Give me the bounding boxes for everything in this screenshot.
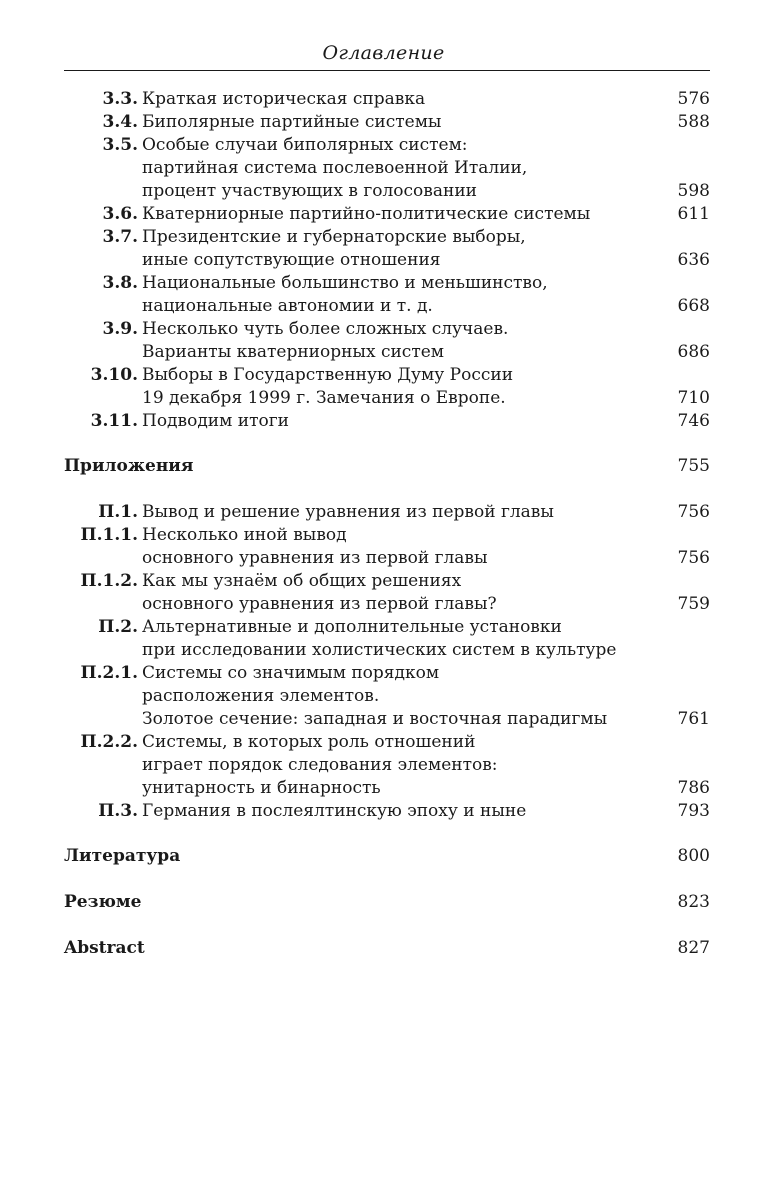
entry-number: 3.10. <box>90 365 138 385</box>
entry-title <box>142 364 656 410</box>
toc-entry[interactable] <box>64 88 710 111</box>
spacer <box>64 823 710 845</box>
entry-title <box>142 134 656 203</box>
entry-title-line: Несколько чуть более сложных случаев. <box>142 319 509 339</box>
toc-entry[interactable] <box>64 731 710 800</box>
entry-title <box>142 570 656 616</box>
spacer <box>64 868 710 891</box>
entry-title-line: Особые случаи биполярных систем: <box>142 135 468 155</box>
spacer <box>64 433 710 455</box>
section-abstract[interactable] <box>64 937 710 960</box>
table-of-contents <box>64 88 710 960</box>
section-title: Литература <box>64 846 181 866</box>
toc-entry[interactable] <box>64 226 710 272</box>
entry-number: 3.11. <box>90 411 138 431</box>
page-number: 756 <box>677 548 710 568</box>
toc-entry[interactable] <box>64 524 710 570</box>
toc-entry[interactable] <box>64 501 710 524</box>
entry-number: П.3. <box>98 801 138 821</box>
entry-title-line: Системы, в которых роль отношений <box>142 732 476 752</box>
section-title: Резюме <box>64 892 142 912</box>
page-number: 576 <box>677 89 710 109</box>
entry-title <box>142 800 656 823</box>
page-number: 755 <box>677 456 710 476</box>
section-resume[interactable] <box>64 891 710 914</box>
toc-entry[interactable] <box>64 616 710 662</box>
entry-title <box>142 226 656 272</box>
section-appendix[interactable] <box>64 455 710 478</box>
entry-title <box>142 111 656 134</box>
page-number: 598 <box>677 181 710 201</box>
entry-number: 3.7. <box>102 227 138 247</box>
entry-title <box>142 731 656 800</box>
spacer <box>64 478 710 501</box>
page-number: 686 <box>677 342 710 362</box>
header-rule <box>64 70 710 71</box>
toc-entry[interactable] <box>64 272 710 318</box>
entry-number: 3.6. <box>102 204 138 224</box>
entry-title-line: основного уравнения из первой главы <box>142 548 488 568</box>
page-number: 611 <box>677 204 710 224</box>
entry-title-line: Краткая историческая справка <box>142 89 426 109</box>
entry-title <box>142 662 656 731</box>
entry-title <box>142 318 656 364</box>
entry-number: П.1.1. <box>80 525 138 545</box>
entry-number: П.2.1. <box>80 663 138 683</box>
entry-title-line: Как мы узнаём об общих решениях <box>142 571 462 591</box>
section-title: Приложения <box>64 456 194 476</box>
entry-title-line: иные сопутствующие отношения <box>142 250 441 270</box>
toc-entry[interactable] <box>64 662 710 731</box>
page-number: 759 <box>677 594 710 614</box>
entry-number: П.1.2. <box>80 571 138 591</box>
entry-number: 3.3. <box>102 89 138 109</box>
entry-title-line: Варианты кватерниорных систем <box>142 342 445 362</box>
spacer <box>64 914 710 937</box>
toc-entry[interactable] <box>64 410 710 433</box>
entry-title-line: Кватерниорные партийно-политические системы <box>142 204 591 224</box>
entry-title <box>142 524 656 570</box>
page-number: 800 <box>677 846 710 866</box>
entry-title-line: 19 декабря 1999 г. Замечания о Европе. <box>142 388 506 408</box>
entry-title-line: национальные автономии и т. д. <box>142 296 433 316</box>
page-number: 636 <box>677 250 710 270</box>
toc-entry[interactable] <box>64 800 710 823</box>
entry-title <box>142 272 656 318</box>
section-literature[interactable] <box>64 845 710 868</box>
entry-number: 3.9. <box>102 319 138 339</box>
entry-title-line: унитарность и бинарность <box>142 778 381 798</box>
entry-title <box>142 203 656 226</box>
entry-number: 3.8. <box>102 273 138 293</box>
chapter-3-entries <box>64 88 710 433</box>
appendix-entries <box>64 501 710 823</box>
entry-title-line: Биполярные партийные системы <box>142 112 442 132</box>
section-title: Abstract <box>64 938 145 958</box>
page-number: 793 <box>677 801 710 821</box>
page-number: 823 <box>677 892 710 912</box>
toc-entry[interactable] <box>64 203 710 226</box>
entry-title-line: партийная система послевоенной Италии, <box>142 158 528 178</box>
entry-number: П.2.2. <box>80 732 138 752</box>
entry-title-line: Германия в послеялтинскую эпоху и ныне <box>142 801 527 821</box>
entry-title <box>142 88 656 111</box>
entry-title-line: основного уравнения из первой главы? <box>142 594 497 614</box>
page-number: 746 <box>677 411 710 431</box>
entry-number: П.2. <box>98 617 138 637</box>
entry-title <box>142 410 656 433</box>
entry-title-line: Президентские и губернаторские выборы, <box>142 227 526 247</box>
entry-title-line: Несколько иной вывод <box>142 525 347 545</box>
toc-entry[interactable] <box>64 364 710 410</box>
page-number: 786 <box>677 778 710 798</box>
entry-title-line: играет порядок следования элементов: <box>142 755 498 775</box>
toc-entry[interactable] <box>64 570 710 616</box>
entry-title-line: процент участвующих в голосовании <box>142 181 477 201</box>
entry-title-line: Подводим итоги <box>142 411 289 431</box>
running-head: Оглавление <box>322 42 445 64</box>
page-number: 827 <box>677 938 710 958</box>
page-number: 761 <box>677 709 710 729</box>
entry-title-line: Выборы в Государственную Думу России <box>142 365 514 385</box>
entry-title <box>142 501 656 524</box>
entry-number: 3.4. <box>102 112 138 132</box>
toc-entry[interactable] <box>64 111 710 134</box>
entry-title-line: Системы со значимым порядком <box>142 663 440 683</box>
entry-number: 3.5. <box>102 135 138 155</box>
entry-title-line: Альтернативные и дополнительные установки <box>142 617 562 637</box>
toc-entry[interactable] <box>64 134 710 203</box>
page-number: 668 <box>677 296 710 316</box>
toc-entry[interactable] <box>64 318 710 364</box>
entry-title-line: Золотое сечение: западная и восточная парадигмы <box>142 709 608 729</box>
page-number: 710 <box>677 388 710 408</box>
entry-title-line: при исследовании холистических систем в культуре <box>142 640 617 660</box>
entry-title-line: Национальные большинство и меньшинство, <box>142 273 548 293</box>
page-number <box>656 639 710 662</box>
entry-title-line: Вывод и решение уравнения из первой главы <box>142 502 554 522</box>
entry-number: П.1. <box>98 502 138 522</box>
page-number: 756 <box>677 502 710 522</box>
entry-title <box>142 616 656 662</box>
page-number: 588 <box>677 112 710 132</box>
entry-title-line: расположения элементов. <box>142 686 380 706</box>
